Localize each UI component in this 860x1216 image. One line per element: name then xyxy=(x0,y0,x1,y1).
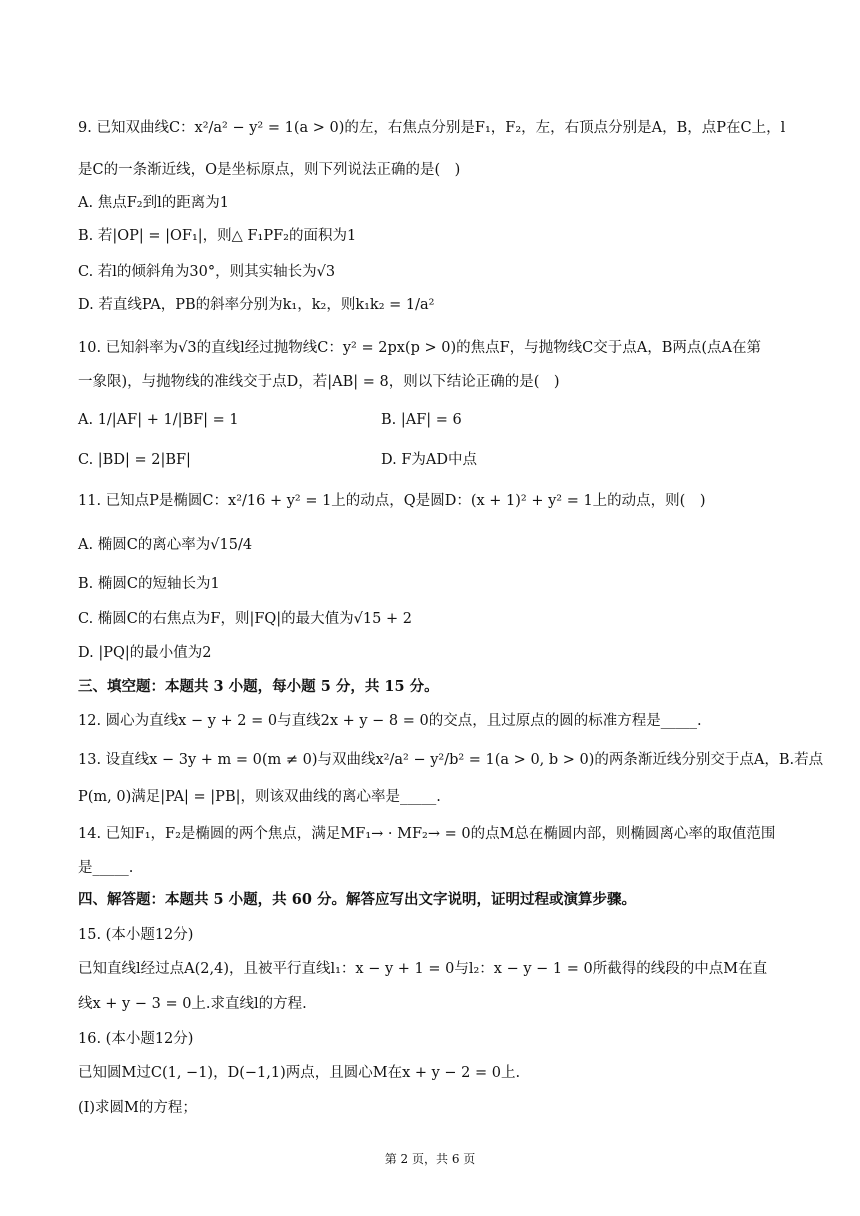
text-line: C. |BD| = 2|BF| xyxy=(78,452,191,468)
text-line: C. 椭圆C的右焦点为F，则|FQ|的最大值为√15 + 2 xyxy=(78,611,412,627)
text-line: (Ⅰ)求圆M的方程； xyxy=(78,1100,197,1116)
text-line: 11. 已知点P是椭圆C：x²/16 + y² = 1上的动点，Q是圆D：(x + 1)² + y² = 1上的动点，则( ) xyxy=(78,493,706,509)
text-line: B. 若|OP| = |OF₁|，则△ F₁PF₂的面积为1 xyxy=(78,228,357,244)
text-line: 9. 已知双曲线C：x²/a² − y² = 1(a > 0)的左，右焦点分别是F₁，F₂，左，右顶点分别是A，B，点P在C上，l xyxy=(78,120,786,136)
text-line: A. 焦点F₂到l的距离为1 xyxy=(78,195,229,211)
text-line: D. |PQ|的最小值为2 xyxy=(78,645,212,661)
text-line: A. 椭圆C的离心率为√15/4 xyxy=(78,537,253,553)
text-line: 是_____. xyxy=(78,860,134,876)
text-line: 16. (本小题12分) xyxy=(78,1031,194,1047)
text-line: 13. 设直线x − 3y + m = 0(m ≠ 0)与双曲线x²/a² − y²/b² = 1(a > 0, b > 0)的两条渐近线分别交于点A，B.若点 xyxy=(78,752,824,768)
text-line: 已知直线l经过点A(2,4)，且被平行直线l₁：x − y + 1 = 0与l₂：x − y − 1 = 0所截得的线段的中点M在直 xyxy=(78,961,768,977)
text-line: B. 椭圆C的短轴长为1 xyxy=(78,576,220,592)
text-line: 是C的一条渐近线，O是坐标原点，则下列说法正确的是( ) xyxy=(78,162,461,178)
text-line: D. 若直线PA，PB的斜率分别为k₁，k₂，则k₁k₂ = 1/a² xyxy=(78,297,435,313)
text-line: 线x + y − 3 = 0上.求直线l的方程. xyxy=(78,996,307,1012)
text-line: 已知圆M过C(1, −1)，D(−1,1)两点，且圆心M在x + y − 2 = 0上. xyxy=(78,1065,521,1081)
section-heading: 三、填空题：本题共 3 小题，每小题 5 分，共 15 分。 xyxy=(78,678,439,695)
text-line: 10. 已知斜率为√3的直线l经过抛物线C：y² = 2px(p > 0)的焦点F，与抛物线C交于点A，B两点(点A在第 xyxy=(78,340,762,356)
option-line: B. |AF| = 6 xyxy=(381,412,462,428)
text-line: P(m, 0)满足|PA| = |PB|，则该双曲线的离心率是_____. xyxy=(78,789,441,805)
page-footer: 第 2 页，共 6 页 xyxy=(384,1152,476,1166)
text-line: A. 1/|AF| + 1/|BF| = 1 xyxy=(78,412,239,428)
text-line: 14. 已知F₁，F₂是椭圆的两个焦点，满足MF₁→ · MF₂→ = 0的点M总在椭圆内部，则椭圆离心率的取值范围 xyxy=(78,826,776,842)
text-line: 一象限)，与抛物线的准线交于点D，若|AB| = 8，则以下结论正确的是( ) xyxy=(78,374,560,390)
text-line: 12. 圆心为直线x − y + 2 = 0与直线2x + y − 8 = 0的交点，且过原点的圆的标准方程是_____. xyxy=(78,713,702,729)
option-line: D. F为AD中点 xyxy=(381,452,477,468)
text-line: C. 若l的倾斜角为30°，则其实轴长为√3 xyxy=(78,264,336,280)
section-heading: 四、解答题：本题共 5 小题，共 60 分。解答应写出文字说明，证明过程或演算步骤。 xyxy=(78,891,636,908)
text-line: 15. (本小题12分) xyxy=(78,927,194,943)
